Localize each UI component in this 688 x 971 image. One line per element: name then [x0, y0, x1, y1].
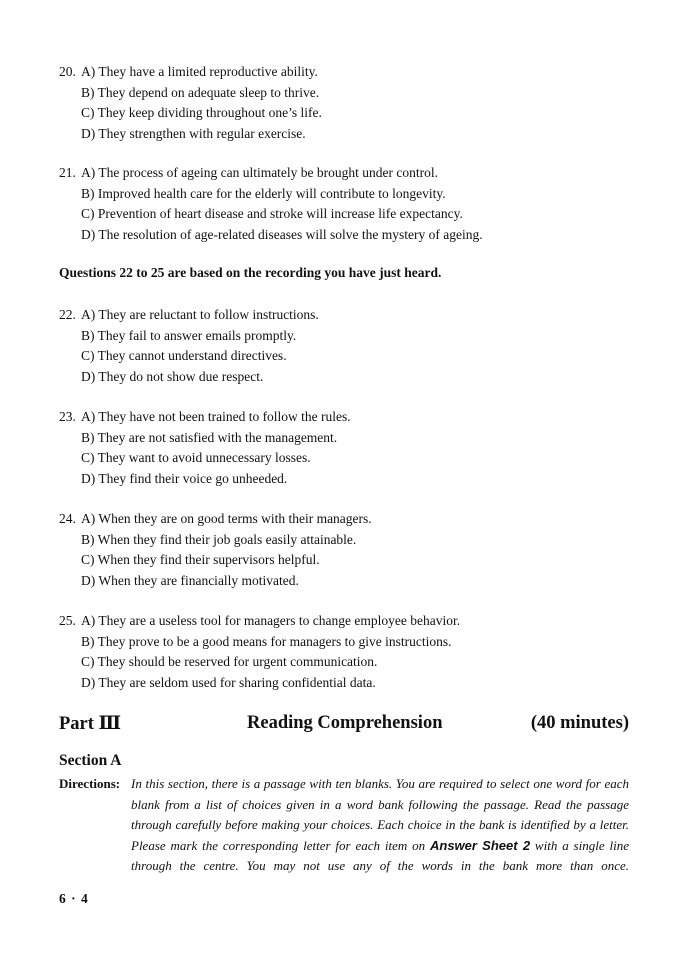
question-option: D) They find their voice go unheeded.: [81, 470, 288, 486]
question-option: 23. A) They have not been trained to follow the rules.: [59, 407, 639, 428]
part-heading: [59, 713, 629, 739]
question-20: [59, 62, 639, 144]
question-option: C) They keep dividing throughout one’s life.: [81, 105, 322, 120]
question-23: [59, 407, 639, 489]
answer-sheet-reference: Answer Sheet 2: [429, 837, 531, 853]
question-number: 24.: [59, 511, 76, 526]
question-number: 25.: [59, 613, 76, 628]
question-option: 25. A) They are a useless tool for managers to change employee behavior.: [59, 611, 639, 632]
question-number: 23.: [59, 409, 76, 424]
question-option: 21. A) The process of ageing can ultimately be brought under control.: [59, 163, 639, 184]
question-21: [59, 163, 639, 245]
question-number: 21.: [59, 165, 76, 180]
part-time: (40 minutes): [530, 713, 629, 733]
directions: [59, 774, 629, 877]
question-22: [59, 305, 639, 387]
question-option: B) They fail to answer emails promptly.: [81, 327, 297, 343]
section-title: Section A: [59, 752, 122, 769]
question-option: B) They depend on adequate sleep to thrive.: [81, 84, 320, 100]
question-option: B) They prove to be a good means for managers to give instructions.: [81, 633, 452, 649]
question-option: C) Prevention of heart disease and stroke will increase life expectancy.: [81, 206, 463, 221]
part-label: Part Ⅲ: [59, 714, 122, 734]
question-option: B) When they find their job goals easily attainable.: [81, 531, 357, 547]
question-option: B) Improved health care for the elderly will contribute to longevity.: [81, 185, 446, 201]
directions-text: In this section, there is a passage with ten blanks. You are required to select one word for each blank from a list of choices given in a word bank following the passage. Read the passage through carefully before making your choices. Each choice in the bank is identified by a letter. Please mark the corresponding letter for each item on Answer Sheet 2 with a single line through the centre. You may not use any of the words in the bank more than once.: [131, 776, 629, 873]
question-option: D) The resolution of age-related diseases will solve the mystery of ageing.: [81, 226, 483, 242]
question-number: 22.: [59, 307, 76, 322]
question-option: C) They should be reserved for urgent communication.: [81, 654, 378, 669]
page-number: 6 · 4: [59, 891, 89, 906]
part-title: Reading Comprehension: [247, 713, 443, 733]
recording-instruction: Questions 22 to 25 are based on the recording you have just heard.: [59, 265, 442, 280]
question-option: D) They are seldom used for sharing confidential data.: [81, 674, 376, 690]
question-option: C) When they find their supervisors helpful.: [81, 552, 320, 567]
directions-label: Directions:: [59, 776, 121, 791]
question-option: D) They do not show due respect.: [81, 368, 264, 384]
question-option: D) When they are financially motivated.: [81, 572, 299, 588]
question-number: 20.: [59, 64, 76, 79]
question-option: 24. A) When they are on good terms with their managers.: [59, 509, 639, 530]
question-option: 22. A) They are reluctant to follow instructions.: [59, 305, 639, 326]
question-option: 20. A) They have a limited reproductive ability.: [59, 62, 639, 83]
question-option: B) They are not satisfied with the management.: [81, 429, 338, 445]
question-option: C) They want to avoid unnecessary losses.: [81, 450, 311, 465]
question-24: [59, 509, 639, 591]
question-25: [59, 611, 639, 693]
question-option: C) They cannot understand directives.: [81, 348, 287, 363]
question-option: D) They strengthen with regular exercise.: [81, 125, 306, 141]
